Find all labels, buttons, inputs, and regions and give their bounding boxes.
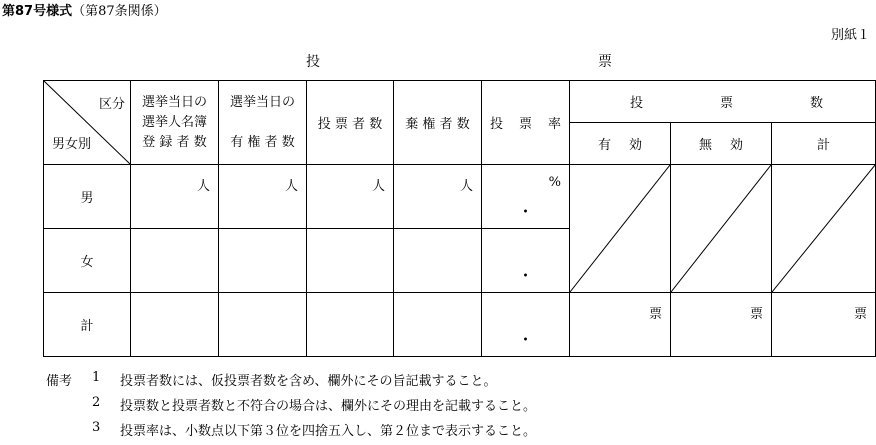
invalid-votes-struck-cell xyxy=(671,165,772,293)
female-eligible-cell[interactable] xyxy=(219,229,307,293)
invalid-char1: 無 xyxy=(699,138,713,153)
vote-count-char1: 投 xyxy=(630,96,644,111)
valid-votes-header xyxy=(570,123,671,165)
unit-vote: 票 xyxy=(854,307,868,322)
turnout-rate-char2: 票 xyxy=(518,117,532,132)
invalid-votes-header xyxy=(671,123,772,165)
valid-votes-struck-cell xyxy=(570,165,671,293)
attachment-label: 別紙１ xyxy=(830,28,870,43)
form-title xyxy=(2,0,167,19)
registered-voters-header xyxy=(131,81,219,165)
voters-count-header xyxy=(307,81,394,165)
total-registered-cell[interactable] xyxy=(131,293,219,357)
heading-right-char: 票 xyxy=(598,54,612,70)
eligible-header-line1: 選挙当日の xyxy=(229,94,295,110)
registered-header-line1: 選挙当日の xyxy=(141,94,207,110)
strike-diagonal-line xyxy=(671,165,771,292)
kubun-label: 区分 xyxy=(98,97,125,112)
note-item xyxy=(46,370,536,395)
eligible-header-line2: 有 権 者 数 xyxy=(230,134,295,150)
unit-person: 人 xyxy=(459,179,473,194)
eligible-voters-header xyxy=(219,81,307,165)
total-valid-votes-cell[interactable] xyxy=(570,293,671,357)
total-votes-header xyxy=(772,123,876,165)
row-label-male: 男 xyxy=(44,165,131,229)
male-voters-cell[interactable] xyxy=(307,165,394,229)
invalid-char2: 効 xyxy=(729,138,743,153)
unit-percent: % xyxy=(548,175,561,190)
unit-person: 人 xyxy=(371,179,385,194)
strike-diagonal-line xyxy=(772,165,875,292)
valid-char1: 有 xyxy=(598,138,612,153)
valid-char2: 効 xyxy=(628,138,642,153)
female-rate-cell[interactable] xyxy=(482,229,570,293)
total-votes-struck-cell xyxy=(772,165,876,293)
row-label-female: 女 xyxy=(44,229,131,293)
turnout-rate-header xyxy=(482,81,570,165)
total-rate-cell[interactable] xyxy=(482,293,570,357)
male-abstainers-cell[interactable] xyxy=(394,165,482,229)
female-registered-cell[interactable] xyxy=(131,229,219,293)
form-number: 第87号様式 xyxy=(2,4,73,19)
decimal-point: ・ xyxy=(517,266,534,285)
turnout-rate-char3: 率 xyxy=(547,117,561,132)
note-text: 投票率は、小数点以下第３位を四捨五入し、第２位まで表示すること。 xyxy=(120,424,537,439)
kubun-header-cell xyxy=(44,81,131,165)
decimal-point: ・ xyxy=(517,202,534,221)
female-voters-cell[interactable] xyxy=(307,229,394,293)
abstainers-header xyxy=(394,81,482,165)
note-text: 投票者数には、仮投票者数を含め、欄外にその旨記載すること。 xyxy=(120,374,497,389)
male-rate-cell[interactable] xyxy=(482,165,570,229)
total-eligible-cell[interactable] xyxy=(219,293,307,357)
female-abstainers-cell[interactable] xyxy=(394,229,482,293)
male-eligible-cell[interactable] xyxy=(219,165,307,229)
row-label-total: 計 xyxy=(44,293,131,357)
invalid-votes-label xyxy=(671,134,771,153)
heading-left-char: 投 xyxy=(306,54,320,70)
valid-votes-label xyxy=(570,134,670,153)
form-reference: （第87条関係） xyxy=(72,4,167,19)
turnout-rate-char1: 投 xyxy=(490,117,504,132)
vote-count-header xyxy=(570,81,876,123)
voting-table xyxy=(43,80,876,357)
total-invalid-votes-cell[interactable] xyxy=(671,293,772,357)
grand-total-votes-cell[interactable] xyxy=(772,293,876,357)
registered-header-line3: 登 録 者 数 xyxy=(142,134,207,150)
unit-person: 人 xyxy=(284,179,298,194)
danjo-label: 男女別 xyxy=(52,137,92,152)
vote-count-char2: 票 xyxy=(720,96,734,111)
note-text: 投票数と投票者数と不符合の場合は、欄外にその理由を記載すること。 xyxy=(120,399,537,414)
note-number: 2 xyxy=(92,395,101,410)
notes-section xyxy=(46,370,536,445)
decimal-point: ・ xyxy=(517,330,534,349)
note-number: 1 xyxy=(92,370,101,385)
note-item xyxy=(46,395,536,420)
abstainers-label: 棄 権 者 数 xyxy=(405,117,470,132)
total-votes-label: 計 xyxy=(817,138,831,153)
unit-vote: 票 xyxy=(648,307,662,322)
note-item xyxy=(46,420,536,445)
unit-vote: 票 xyxy=(749,307,763,322)
vote-count-char3: 数 xyxy=(810,96,824,111)
total-voters-cell[interactable] xyxy=(307,293,394,357)
vote-count-label xyxy=(570,92,875,111)
turnout-rate-label xyxy=(482,113,569,132)
unit-person: 人 xyxy=(196,179,210,194)
registered-header-line2: 選挙人名簿 xyxy=(141,114,207,130)
note-number: 3 xyxy=(92,420,101,435)
voters-count-label: 投 票 者 数 xyxy=(317,117,383,132)
male-registered-cell[interactable] xyxy=(131,165,219,229)
notes-label: 備考 xyxy=(46,374,73,389)
strike-diagonal-line xyxy=(570,165,670,292)
total-abstainers-cell[interactable] xyxy=(394,293,482,357)
